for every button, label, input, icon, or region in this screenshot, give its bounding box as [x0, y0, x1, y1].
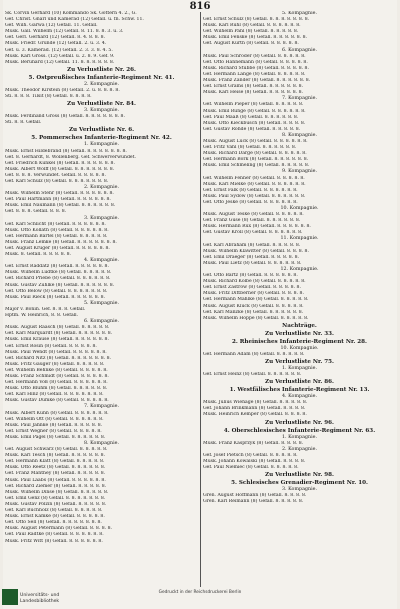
casualty-entry: Gren. Karl Reimann (8) Gefall. 8. 8. 8. 8. 8.	[203, 499, 304, 505]
casualty-entry: Musk. Wilhelm Klawitter (8) Gefall. 8. 8. 8. 8.	[203, 248, 309, 254]
casualty-entry: Musk. Paul Lietz (8) Gefall. 8. 8. 8. 8. 8. 8.	[203, 260, 302, 266]
casualty-entry: Gef. Paul Niemiec (8) Gefall. 8. 8. 8. 8. 8.	[203, 465, 299, 470]
section-heading: 1. Westfälisches Infanterie-Regiment Nr. 13.	[229, 387, 370, 394]
casualty-entry: Gef. Christ. Gnarl und Kamerad (12) Gefall. u. fn. Schw. 11.	[5, 17, 144, 23]
casualty-entry: Gef. Ernst Zastrow (8) Gefall. 8. 8. 8. 8. 8.	[203, 285, 301, 291]
casualty-entry: Gef. Friedrich Kunkel (8) Gefall. 8. 8. 8. 8. 8. 8.	[5, 160, 115, 166]
section-heading: Zu Verlustliste Nr. 6.	[68, 127, 135, 134]
casualty-entry: Gef. 8. Gerhardt, 8. Wollenberg. Gef. Schwerverwundet.	[5, 154, 136, 160]
casualty-entry: Gef. Ernst Wegner (8) Gefall. 8. 8. 8. 8. 8.	[5, 428, 102, 434]
left-column	[5, 11, 198, 589]
casualty-entry: Musk. Karl Mielke (8) Gefall. 8. 8. 8. 8. 8. 8.	[203, 181, 306, 187]
casualty-entry: Gef. Johann Brinkmann (8) Gefall. 8. 8. 8. 8.	[203, 406, 306, 412]
casualty-entry: Musk. Friedr. Grunde (12) Gefall. 2. u. 3. 4.	[5, 41, 107, 47]
section-heading: Zu Verlustliste Nr. 98.	[264, 472, 335, 479]
casualty-entry: Gef. Paul Hartmann (8) Gefall. 8. 8. 8. 8. 8. 8.	[5, 197, 111, 203]
casualty-entry: Musk. Karl Gross. (12) Gefall. u. 2. 8. 9. Gef. 9.	[5, 53, 115, 59]
casualty-entry: Musk. Wilhelm Stehr (8) Gefall. 8. 8. 8. 8. 8. 8.	[5, 191, 114, 197]
casualty-entry: Musk. Fritz Witt (8) Gefall. 8. 8. 8. 8. 8. 8.	[5, 538, 103, 544]
casualty-entry: Gef. u. 3. Kamerad. (12) Gefall. 2. 3. 3. 8. 4. 5.	[5, 47, 113, 53]
company-subheading: 10. Kompagnie.	[280, 345, 319, 351]
company-subheading: 8. Kompagnie.	[282, 132, 317, 138]
casualty-entry: Musk. Albert Kuhn (8) Gefall. 8. 8. 8. 8. 8. 8.	[5, 410, 109, 416]
casualty-entry: Gef. Emil Genz (8) Gefall. 8. 8. 8. 8. 8. 8. 8.	[5, 495, 106, 501]
section-heading: Zu Verlustliste Nr. 84.	[66, 101, 137, 108]
casualty-entry: Gef. Gustav Rohde (8) Gefall. 8. 8. 8. 8. 8.	[203, 126, 301, 132]
casualty-entry: Gef. Otto Hannemann (8) Gefall. 8. 8. 8. 8. 8.	[203, 59, 308, 65]
casualty-entry: Gef. Hermann Voß (8) Gefall. 8. 8. 8. 8. 8. 8.	[5, 380, 108, 386]
casualty-entry: Gef. Otto Jeske (8) Gefall. 8. 8. 8. 8. 8. 8.	[203, 199, 298, 205]
company-subheading: 12. Kompagnie.	[280, 266, 319, 272]
casualty-entry: Gef. August Krüger (8) Gefall. 8. 8. 8. 8. 8. 8.	[5, 246, 110, 251]
company-subheading: 6. Kompagnie.	[282, 47, 317, 53]
casualty-entry: Gef. Ernst Falk (8) Gefall. 8. 8. 8. 8. 8. 8.	[203, 187, 298, 193]
casualty-entry: Gef. Otto Below (8) Gefall. 8. 8. 8. 8. 8. 8. 8.	[5, 288, 108, 294]
casualty-entry: Musk. Otto Reetz (8) Gefall. 8. 8. 8. 8. 8. 8.	[5, 465, 106, 471]
company-subheading: 3. Kompagnie.	[282, 487, 317, 493]
casualty-entry: Musk. Ferdinand Gross (8) Gefall. 8. 8. 8. 8. 8. 8. 8.	[5, 114, 125, 120]
company-subheading: 7. Kompagnie.	[282, 96, 317, 102]
casualty-entry: Musk. Beruhard (12) Gefall. 11. 8. 8. 8. 8. 8. 8.	[5, 59, 115, 65]
casualty-entry: Gef. Wilhelm Ott (8) Gefall. 8. 8. 8. 8. 8. 8.	[5, 416, 104, 422]
casualty-entry: Gef. Hermann Bork (8) Gefall. 8. 8. 8. 8. 8. 8.	[203, 157, 309, 163]
casualty-entry: Gef. Fritz Vahl (8) Gefall. 8. 8. 8. 8. 8. 8.	[203, 145, 297, 151]
casualty-entry: Musk. Emil Pagel (8) Gefall. 8. 8. 8. 8. 8. 8.	[5, 434, 106, 440]
casualty-entry: Gef. 8. 8. 8. Gefall. 8. 8. 8.	[5, 209, 67, 215]
casualty-entry: Gef. Hermann Lange (8) Gefall. 8. 8. 8. 8. 8.	[203, 71, 306, 77]
casualty-entry: Musk. Paul Jahnke (8) Gefall. 8. 8. 8. 8. 8.	[5, 422, 103, 428]
casualty-entry: Musk. Paul Wendt (8) Gefall. 8. 8. 8. 8. 8. 8.	[5, 349, 107, 355]
stamp-line-2: Landesbibliothek	[20, 598, 60, 604]
company-subheading: 6. Kompagnie.	[84, 319, 119, 325]
stamp-line-1: Universitäts- und	[20, 593, 60, 598]
casualty-entry: Musk. Otto Kieckbusch (8) Gefall. 8. 8. 8. 8.	[203, 120, 306, 126]
casualty-entry: Musk. Karl Rühl (8) Gefall. 8. 8. 8. 8. 8. 8.	[203, 23, 301, 29]
casualty-entry: Musk. Richard Stubbe (8) Gefall. 8. 8. 8. 8. 8.	[203, 65, 309, 71]
casualty-entry: Gef. Richard Ziemer (8) Gefall. 8. 8. 8. 8. 8.	[5, 483, 107, 489]
casualty-entry: Gef. Wilhelm Pahl (8) Gefall. 8. 8. 8. 8. 8.	[203, 29, 299, 35]
section-heading: Zu Verlustliste Nr. 75.	[264, 358, 335, 365]
section-heading: 4. Oberschlesisches Infanterie-Regiment Nr. 63.	[223, 427, 376, 434]
company-subheading: 9. Kompagnie.	[282, 169, 317, 175]
casualty-entry: Gef. Wilhelm Behnke (8) Gefall. 8. 8. 8. 8. 8.	[5, 367, 108, 373]
company-subheading: 2. Kompagnie.	[84, 185, 119, 191]
casualty-entry: Gef. Karl Hinz (8) Gefall. 8. 8. 8. 8. 8. 8. 8.	[5, 392, 104, 398]
casualty-entry: Musk. Wilhelm Hoppe (8) Gefall. 8. 8. 8. 8. 8.	[203, 315, 309, 321]
section-heading: Zu Verlustliste Nr. 33.	[264, 330, 335, 337]
casualty-entry: Musk. Otto Kollath (8) Gefall. 8. 8. 8. 8. 8. 8.	[5, 227, 109, 233]
section-heading: Nachträge.	[282, 322, 317, 329]
company-subheading: 2. Kompagnie.	[84, 81, 119, 87]
casualty-entry: Gef. Hermann Adam (8) Gefall. 8. 8. 8. 8. 8.	[203, 351, 305, 357]
casualty-entry: Gef. Richard Priebe (8) Gefall. 8. 8. 8. 8. 8. 8.	[5, 276, 111, 282]
casualty-entry: Gef. Ernst Schulz (8) Gefall. 8. 8. 8. 8. 8. 8. 8.	[203, 17, 310, 23]
company-subheading: 5. Kompagnie.	[282, 11, 317, 16]
casualty-entry: Musk. Albert Wolff (8) Gefall. 8. 8. 8. 8. 8. 8. 8.	[5, 166, 115, 172]
casualty-entry: Musk. Gustav Dumke (8) Gefall. 8. 8. 8. 8. 8.	[5, 398, 109, 404]
printer-footer: Gedruckt in der Reichsdruckerei Berlin	[158, 590, 242, 595]
casualty-entry: Gef. Paul Maaß (8) Gefall. 8. 8. 8. 8. 8. 8.	[203, 114, 299, 120]
section-heading: 5. Ostpreußisches Infanterie-Regiment Nr. 41.	[28, 74, 175, 81]
casualty-entry: Musk. Hermann Rux (8) Gefall. 8. 8. 8. 8. 8. 8.	[203, 224, 311, 230]
casualty-entry: Musk. August Lück (8) Gefall. 8. 8. 8. 8. 8. 8.	[203, 138, 308, 144]
casualty-entry: Gef. August Schwarz (8) Gefall. 8. 8. 8. 8. 8.	[5, 447, 108, 453]
company-subheading: 3. Kompagnie.	[84, 108, 119, 114]
casualty-entry: Musk. Franz Lemke (8) Gefall. 8. 8. 8. 8. 8. 8. 8.	[5, 239, 117, 245]
casualty-entry: Musk. Wilhelm Dinse (8) Gefall. 8. 8. 8. 8. 8.	[5, 489, 109, 495]
casualty-entry: Gef. Franz Guse (8) Gefall. 8. 8. 8. 8. 8. 8.	[203, 218, 301, 224]
casualty-entry: Gef. Richard Nitz (8) Gefall. 8. 8. 8. 8. 8. 8. 8.	[5, 355, 111, 361]
company-subheading: 1. Kompagnie.	[282, 365, 317, 371]
casualty-entry: Hptm. W. Heinrich, 8. 8. Gefall.	[5, 313, 79, 319]
casualty-entry: Musk. Emil Runge (8) Gefall. 8. 8. 8. 8. 8. 8.	[203, 108, 306, 114]
library-stamp-text	[20, 593, 59, 604]
casualty-entry: Major v. Bonin. Gef. 8. 8. 8. Gefall.	[5, 306, 86, 312]
casualty-entry: Musk. Ernst Hildebrand (8) Gefall. 8. 8. 8. 8. 8. 8. 8.	[5, 148, 127, 154]
casualty-entry: Musk. 8. Gefall. 8. 8. 8. 8. 8.	[5, 252, 72, 258]
casualty-entry: Gef. Paul Radtke (8) Gefall. 8. 8. 8. 8. 8. 8.	[5, 532, 104, 538]
section-heading: 5. Schlesisches Grenadier-Regiment Nr. 10.	[231, 480, 368, 487]
company-subheading: 4. Kompagnie.	[84, 258, 119, 264]
right-column	[203, 11, 396, 589]
casualty-entry: Gef. Hermann Mahlke (8) Gefall. 8. 8. 8. 8. 8.	[203, 297, 309, 303]
casualty-entry: Musk. Karl Heise (8) Gefall. 8. 8. 8. 8. 8. 8.	[203, 90, 304, 96]
casualty-entry: Gef. 8. 8. 8. Verwundet. Gefall. 8. 8. 8. 8. 8.	[5, 172, 106, 178]
newspaper-page	[3, 0, 397, 609]
section-heading: Zu Verlustliste Nr. 86.	[264, 379, 335, 386]
casualty-entry: Gef. Ernst Heinz (8) Gefall. 8. 8. 8. 8. 8. 8.	[203, 372, 302, 378]
casualty-entry: Musk. Paul Laabs (8) Gefall. 8. 8. 8. 8. 8. 8.	[5, 477, 106, 483]
casualty-entry: Musk. Franz Zander (8) Gefall. 8. 8. 8. 8. 8. 8.	[203, 78, 311, 84]
casualty-entry: Gef. Gerl. Gerhard (12) Gefall. 8. 4. 8. 8. 8.	[5, 35, 106, 41]
casualty-entry: Musk. Franz Schmidt (8) Gefall. 8. 8. 8. 8. 8.	[5, 373, 109, 379]
casualty-entry: Sti. 8. 8. Gefall.	[5, 120, 42, 126]
casualty-entry: Gef. Karl Marquardt (8) Gefall. 8. 8. 8. 8. 8. 8.	[5, 331, 113, 337]
casualty-entry: Musk. Wilhelm Lüdtke (8) Gefall. 8. 8. 8. 8. 8.	[5, 270, 112, 276]
company-subheading: 3. Kompagnie.	[84, 215, 119, 221]
casualty-entry: Gef. Ernst Rosin (8) Gefall. 8. 8. 8. 8. 8.	[5, 343, 97, 349]
casualty-entry: Gef. Otto Bartz (8) Gefall. 8. 8. 8. 8. 8. 8.	[203, 273, 298, 279]
casualty-entry: Musk. Paul Rieck (8) Gefall. 8. 8. 8. 8. 8. 8.	[5, 294, 105, 300]
company-subheading: 4. Kompagnie.	[282, 394, 317, 400]
casualty-entry: Musk. Gustav Zühlke (8) Gefall. 8. 8. 8. 8. 8. 8.	[5, 282, 115, 288]
casualty-entry: Gef. Franz Manthey (8) Gefall. 8. 8. 8. 8. 8.	[5, 471, 106, 477]
casualty-entry: Musk. August Raasch (8) Gefall. 8. 8. 8. 8. 8.	[5, 325, 110, 331]
section-heading: 5. Pommersches Infanterie-Regiment Nr. 42.	[31, 135, 172, 142]
casualty-entry: Gef. Otto Sell (8) Gefall. 8. 8. 8. 8. 8. 8. 8.	[5, 520, 102, 526]
casualty-entry: Gef. Karl Schulz (8) Gefall. 8. 8. 8. 8. 8. 8. 8.	[5, 178, 109, 184]
casualty-entry: Gren. August Hoffmann (8) Gefall. 8. 8. 8. 8.	[203, 493, 307, 499]
casualty-entry: Gef. Wilhelm Pieper (8) Gefall. 8. 8. 8. 8. 8.	[203, 102, 304, 108]
casualty-entry: Musk. Karl Tesch (8) Gefall. 8. 8. 8. 8. 8. 8.	[5, 453, 106, 459]
casualty-entry: Musk. Ernst Kamke (8) Gefall. 8. 8. 8. 8. 8.	[5, 514, 105, 520]
company-subheading: 11. Kompagnie.	[280, 236, 319, 242]
casualty-entry: Gef. Ernst Grams (8) Gefall. 8. 8. 8. 8. 8. 8.	[203, 84, 304, 90]
casualty-entry: Musk. Julius Wiehage (8) Gefall. 8. 8. 8. 8. 8.	[203, 400, 308, 406]
casualty-entry: Musk. Paul Schröder (8) Gefall. 8. 8. 8. 8. 8.	[203, 53, 306, 59]
casualty-entry: Sk. Corvin Gerhard (10) Kommando Sk. Gottern 4. 2., G.	[5, 11, 137, 16]
casualty-entry: Musk. Johann Kowalski (8) Gefall. 8. 8. 8. 8.	[203, 458, 306, 464]
casualty-entry: Musk. Paul Sydow (8) Gefall. 8. 8. 8. 8. 8. 8.	[203, 193, 306, 199]
casualty-entry: Gef. Wilh. Garwa (12) Gefall. 11. Gefall.	[5, 23, 98, 29]
casualty-entry: Musk. Emil Fenske (8) Gefall. 8. 8. 8. 8. 8. 8.	[203, 35, 308, 41]
casualty-entry: Gef. Karl Buchholz (8) Gefall. 8. 8. 8. 8. 8.	[5, 508, 103, 514]
casualty-entry: Gef. Wilhelm Fenner (8) Gefall. 8. 8. 8. 8. 8.	[203, 175, 305, 181]
casualty-entry: Musk. August Petermann (8) Gefall. 8. 8. 8. 8.	[5, 526, 112, 532]
casualty-entry: Musk. Fritz Dittberner (8) Gefall. 8. 8. 8. 8.	[203, 291, 304, 297]
casualty-entry: Gef. Karl Schlicht (8) Gefall. 8. 8. 8. 8. 8. 8.	[5, 221, 106, 227]
casualty-entry: Gef. Ernst Raddatz (8) Gefall. 8. 8. 8. 8. 8. 8.	[5, 264, 109, 270]
company-subheading: 5. Kompagnie.	[84, 300, 119, 306]
casualty-entry: Musk. Emil Schmeling (8) Gefall. 8. 8. 8. 8. 8.	[203, 163, 310, 169]
casualty-entry: Musk. Gustav Polzin (8) Gefall. 8. 8. 8. 8. 8.	[5, 501, 107, 507]
casualty-entry: Gef. Karl Abraham (8) Gefall. 8. 8. 8. 8. 8.	[203, 242, 301, 248]
company-subheading: 8. Kompagnie.	[84, 441, 119, 446]
library-logo-icon	[2, 589, 18, 605]
casualty-entry: Gef. Emil Draeger (8) Gefall. 8. 8. 8. 8. 8.	[203, 254, 300, 260]
casualty-entry: Musk. Otto Bluhm (8) Gefall. 8. 8. 8. 8. 8. 8.	[5, 386, 108, 392]
casualty-entry: Musk. Richard Darge (8) Gefall. 8. 8. 8. 8. 8.	[203, 151, 307, 157]
casualty-entry: Gef. Karl Manzke (8) Gefall. 8. 8. 8. 8. 8. 8.	[203, 309, 304, 315]
casualty-entry: Gef. Hermann Klatt (8) Gefall. 8. 8. 8. 8. 8.	[5, 459, 105, 465]
casualty-entry: Musk. Theodor Kirstein (8) Gefall. 2. u. 8. 8. 8. 8.	[5, 87, 120, 93]
company-subheading: 2. Kompagnie.	[282, 446, 317, 452]
casualty-entry: Gef. August Kurth (8) Gefall. 8. 8. 8. 8. 8.	[203, 41, 299, 47]
casualty-entry: Musk. Emil Krause (8) Gefall. 8. 8. 8. 8. 8. 8.	[5, 337, 109, 343]
casualty-entry: Gef. Josef Pietsch (8) Gefall. 8. 8. 8. 8. 8.	[203, 452, 298, 458]
page-number: 816	[189, 1, 211, 12]
casualty-entry: Sti. 8. 8. 8. Tilsit (8) Gefall. 8. 8. 8. 8.	[5, 94, 92, 100]
section-heading: Zu Verlustliste Nr. 26.	[66, 66, 137, 73]
column-divider	[200, 12, 201, 587]
casualty-entry: Musk. August Teske (8) Gefall. 8. 8. 8. 8. 8.	[203, 212, 304, 218]
casualty-entry: Musk. Heinrich Kemper (8) Gefall. 8. 8. 8. 8.	[203, 412, 307, 418]
company-subheading: 1. Kompagnie.	[84, 142, 119, 148]
casualty-entry: Musk. Fritz Gauger (8) Gefall. 8. 8. 8. 8. 8.	[5, 361, 105, 367]
casualty-entry: Musk. Franz Kasprzyk (8) Gefall. 8. 8. 8. 8.	[203, 440, 304, 446]
section-heading: Zu Verlustliste Nr. 96.	[264, 419, 335, 426]
casualty-entry: Musk. Emil Naumann (8) Gefall. 8. 8. 8. 8. 8. 8.	[5, 203, 116, 209]
section-heading: 2. Rheinisches Infanterie-Regiment Nr. 28.	[231, 338, 368, 345]
company-subheading: 7. Kompagnie.	[84, 404, 119, 410]
casualty-entry: Musk. Gall. Wilhelm (12) Gefall. 8. 11. 8. 8. 3. u. 3.	[5, 29, 124, 35]
company-subheading: 1. Kompagnie.	[282, 434, 317, 440]
company-subheading: 10. Kompagnie.	[280, 206, 319, 211]
casualty-entry: Gef. Gustav Kroll (8) Gefall. 8. 8. 8. 8. 8. 8.	[203, 230, 303, 236]
casualty-entry: Musk. August Kluck (8) Gefall. 8. 8. 8. 8. 8.	[203, 303, 304, 309]
casualty-entry: Musk. Richard Kolbe (8) Gefall. 8. 8. 8. 8. 8.	[203, 279, 306, 285]
casualty-entry: Gef. Hermann Bartel (8) Gefall. 8. 8. 8. 8. 8.	[5, 233, 108, 239]
